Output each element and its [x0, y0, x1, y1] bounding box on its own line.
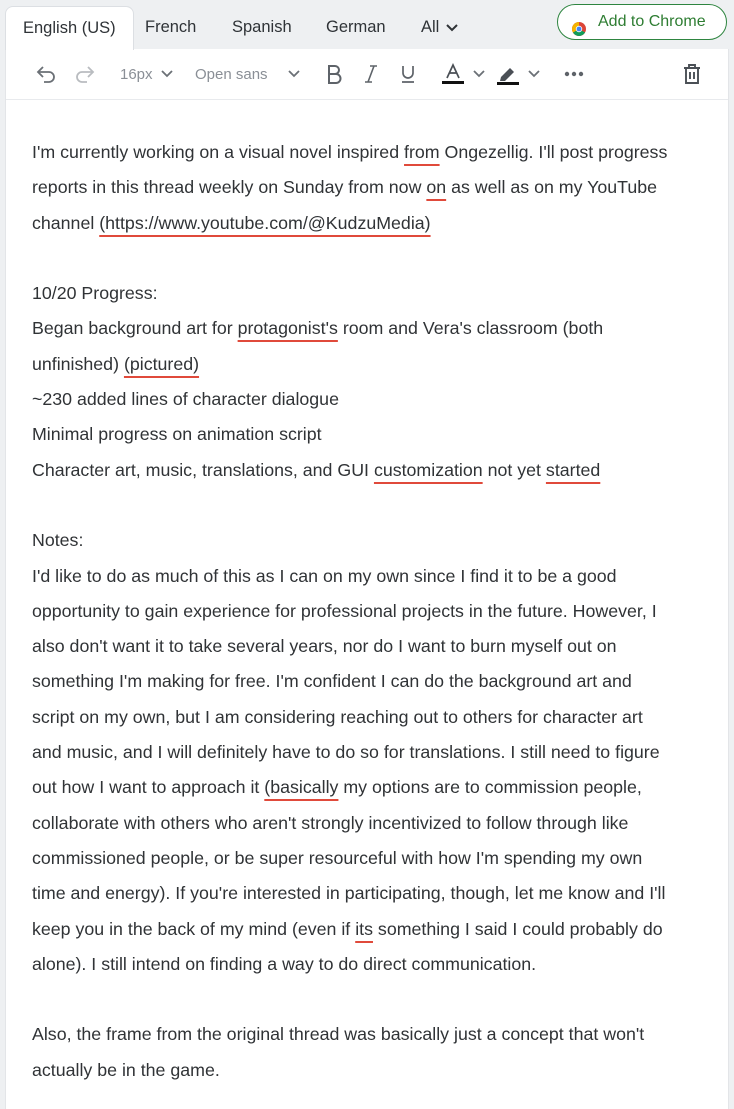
chrome-logo-icon — [572, 15, 586, 29]
undo-icon[interactable] — [35, 49, 57, 99]
text-color-icon — [442, 63, 464, 85]
tab-label: All — [421, 18, 440, 36]
text-segment: Ongezellig. I'll post progress — [439, 142, 668, 162]
text-segment: time and energy). If you're interested in participating, though, let me know and I'll — [32, 883, 666, 904]
tab-spanish[interactable] — [215, 6, 309, 50]
document-body[interactable] — [32, 135, 712, 1088]
text-line — [32, 170, 712, 205]
spelling-flagged-word: from — [404, 142, 440, 162]
chevron-down-icon — [473, 70, 485, 78]
text-line — [32, 311, 712, 346]
text-segment: ~230 added lines of character dialogue — [32, 389, 339, 410]
text-segment: commissioned people, or be super resourceful with how I'm spending my own — [32, 847, 643, 868]
text-line — [32, 664, 712, 699]
tab-label: Spanish — [232, 18, 292, 36]
text-color-button[interactable] — [442, 49, 485, 99]
text-line — [32, 347, 712, 382]
spelling-flagged-word: customization — [373, 459, 483, 480]
blank-line — [32, 488, 712, 523]
blank-line — [32, 241, 712, 276]
add-to-chrome-button[interactable] — [557, 4, 727, 40]
text-segment: I'm currently working on a visual novel inspired — [32, 142, 405, 162]
text-line — [32, 912, 712, 947]
spelling-flagged-word: started — [545, 459, 601, 480]
font-size-value: 16px — [120, 65, 153, 83]
text-line — [32, 594, 712, 629]
text-line — [32, 735, 712, 770]
editor-panel — [5, 49, 729, 1109]
more-icon[interactable] — [564, 49, 584, 99]
text-segment: I'd like to do as much of this as I can on my own since I find it to be a good — [32, 565, 617, 586]
text-segment: as well as on my YouTube — [446, 177, 658, 198]
font-family-value: Open sans — [195, 65, 268, 83]
text-line — [32, 276, 712, 311]
text-segment: something I'm making for free. I'm confident I can do the background art and — [32, 671, 632, 692]
text-segment: actually be in the game. — [32, 1059, 220, 1080]
text-line — [32, 841, 712, 876]
text-segment: Character art, music, translations, and GUI — [32, 459, 374, 480]
text-segment: also don't want it to take several years, nor do I want to burn myself out on — [32, 636, 617, 657]
text-line — [32, 1017, 712, 1052]
text-segment: Began background art for — [32, 318, 238, 339]
text-line — [32, 947, 712, 982]
highlight-color-button[interactable] — [497, 49, 540, 99]
text-segment: 10/20 Progress: — [32, 283, 158, 304]
text-segment: reports in this thread weekly on Sunday from now — [32, 177, 427, 198]
text-line — [32, 876, 712, 911]
add-to-chrome-label: Add to Chrome — [598, 13, 706, 30]
text-segment: collaborate with others who aren't strongly incentivized to follow through like — [32, 812, 629, 833]
bold-icon[interactable] — [326, 49, 342, 99]
tab-label: English (US) — [23, 19, 116, 37]
text-line — [32, 206, 712, 241]
text-segment: my options are to commission people, — [338, 777, 642, 798]
text-line — [32, 523, 712, 558]
spelling-flagged-word: its — [355, 918, 373, 939]
spelling-flagged-word: protagonist's — [237, 318, 338, 339]
text-segment: keep you in the back of my mind (even if — [32, 918, 356, 939]
tab-label: French — [145, 18, 197, 36]
text-segment: channel — [32, 212, 100, 233]
editor-toolbar — [6, 49, 728, 100]
text-segment: Also, the frame from the original thread was basically just a concept that won't — [32, 1024, 645, 1045]
text-segment: Minimal progress on animation script — [32, 424, 322, 445]
italic-icon[interactable] — [364, 49, 378, 99]
text-segment: Notes: — [32, 530, 84, 551]
tab-label: German — [326, 18, 386, 36]
tab-german[interactable] — [309, 6, 403, 50]
text-segment: not yet — [482, 459, 546, 480]
language-tab-bar — [0, 0, 734, 50]
chevron-down-icon — [161, 70, 173, 78]
text-line — [32, 770, 712, 805]
underline-icon[interactable] — [400, 49, 416, 99]
text-segment: unfinished) — [32, 353, 124, 374]
tab-all[interactable] — [404, 6, 476, 50]
text-line — [32, 417, 712, 452]
text-segment: and music, and I will definitely have to do so for translations. I still need to figure — [32, 742, 660, 763]
text-segment: script on my own, but I am considering reaching out to others for character art — [32, 706, 643, 727]
tab-english-us[interactable] — [5, 6, 134, 50]
chevron-down-icon — [288, 70, 300, 78]
text-line — [32, 382, 712, 417]
redo-icon[interactable] — [74, 49, 96, 99]
blank-line — [32, 982, 712, 1017]
text-segment: alone). I still intend on finding a way to do direct communication. — [32, 953, 537, 974]
text-line — [32, 629, 712, 664]
font-size-select[interactable] — [120, 49, 173, 99]
text-line — [32, 700, 712, 735]
spelling-flagged-word: (basically — [264, 777, 339, 798]
highlight-icon — [497, 63, 519, 85]
chevron-down-icon — [445, 7, 459, 49]
text-segment: out how I want to approach it — [32, 777, 265, 798]
text-line — [32, 135, 712, 170]
text-segment: something I said I could probably do — [372, 918, 663, 939]
text-line — [32, 559, 712, 594]
text-segment: room and Vera's classroom (both — [337, 318, 604, 339]
text-line — [32, 1053, 712, 1088]
text-segment: opportunity to gain experience for professional projects in the future. However, I — [32, 600, 657, 621]
text-line — [32, 453, 712, 488]
spelling-flagged-word: (pictured) — [123, 353, 200, 374]
spelling-flagged-word: on — [426, 177, 447, 198]
text-line — [32, 806, 712, 841]
spelling-flagged-word: (https://www.youtube.com/@KudzuMedia) — [99, 212, 431, 233]
trash-icon[interactable] — [682, 49, 702, 99]
chevron-down-icon — [528, 70, 540, 78]
font-family-select[interactable] — [195, 49, 303, 99]
tab-french[interactable] — [128, 6, 213, 50]
